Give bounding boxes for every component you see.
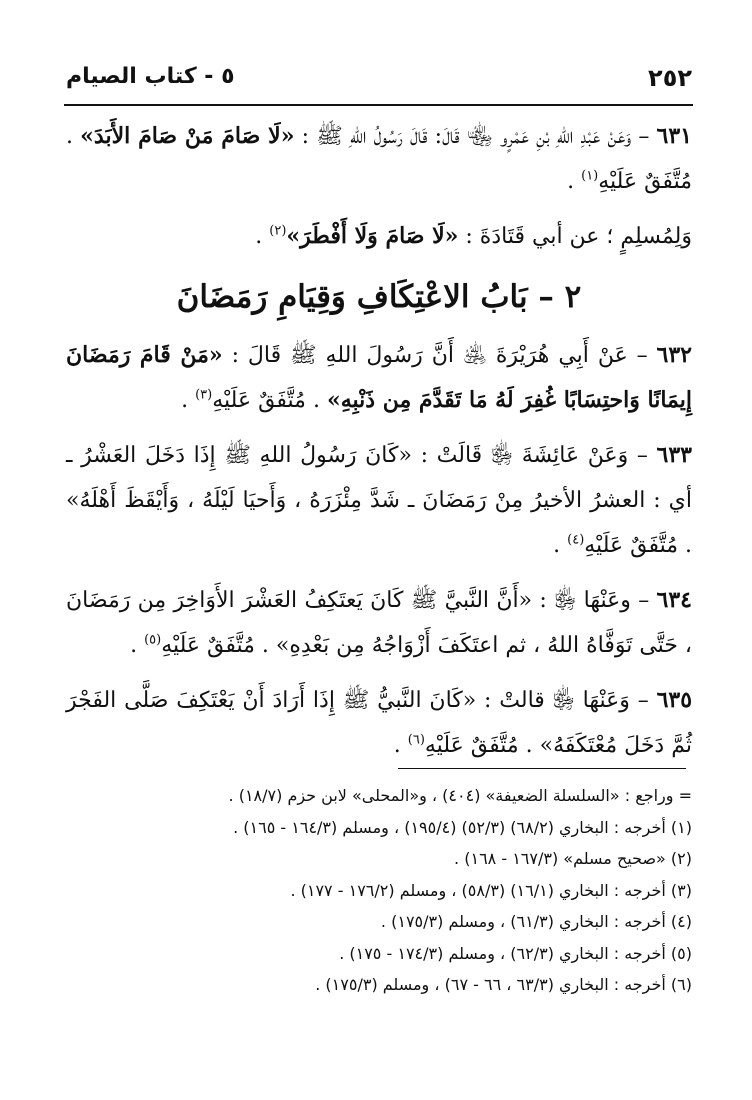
footnote-ref: (١) — [581, 168, 599, 184]
hadith-intro: – وَعَنْ عَبْدِ اللهِ بْنِ عَمْرٍو ﵄ قَالَ: قَالَ رَسُولُ اللهِ ﷺ : — [294, 124, 657, 149]
footnote-1: (١) أخرجه : البخاري (٦٨/٢) (٥٢/٣) (١٩٥/٤) ، ومسلم (١٦٤/٣ - ١٦٥) . — [233, 817, 692, 837]
hadith-number: ٦٣٥ — [656, 687, 693, 713]
hadith-tail: . — [567, 169, 582, 194]
hadith-intro: – وَعَنْهَا ﵂ قالتْ : — [476, 688, 657, 713]
body-text — [66, 114, 692, 778]
hadith-634 — [66, 578, 692, 668]
hadith-outro: . مُتَّفَقٌ عَلَيْهِ — [161, 633, 276, 658]
hadith-outro: . مُتَّفَقٌ عَلَيْهِ — [212, 388, 327, 413]
footnote-ref: (٣) — [195, 387, 213, 403]
hadith-tail: . — [130, 633, 145, 658]
hadith-tail: . — [393, 733, 408, 758]
header-rule — [64, 104, 693, 106]
hadith-quote: «مَنْ قَامَ رَمَضَانَ إِيمَانًا وَاحتِسَابًا غُفِرَ لَهُ مَا تَقَدَّمَ مِن ذَنْبِهِ» — [66, 342, 692, 413]
hadith-tail: . — [553, 533, 568, 558]
hadith-outro: . مُتَّفَقٌ عَلَيْهِ — [66, 124, 692, 194]
hadith-632 — [66, 333, 692, 423]
hadith-633 — [66, 433, 692, 568]
hadith-intro: – وعَنْهَا ﵂ : — [532, 588, 657, 613]
hadith-number: ٦٣٢ — [656, 342, 692, 368]
footnote-2: (٢) «صحيح مسلم» (١٦٧/٣ - ١٦٨) . — [454, 849, 692, 868]
footnote-ref: (٤) — [567, 532, 585, 548]
hadith-635 — [66, 678, 692, 768]
footnote-ref: (٢) — [269, 223, 287, 239]
hadith-intro: – وَعَنْ عَائِشَةَ ﵂ قَالَتْ : «كَانَ رَسُولُ اللهِ ﷺ إِذَا دَخَلَ العَشْرُ ـ أي : العشرُ الأخيرُ مِنْ رَمَضَانَ ـ شَدَّ مِئْزَرَهُ ، وَأَحيَا لَيْلَهُ ، وَأَيْقَظَ أَهْلَهُ» — [66, 443, 692, 513]
hadith-631-muslim — [66, 214, 692, 259]
hadith-number: ٦٣٣ — [656, 442, 692, 468]
footnotes — [66, 780, 692, 1001]
running-title: ٥ - كتاب الصيام — [66, 64, 235, 89]
hadith-outro: . مُتَّفَقٌ عَلَيْهِ — [584, 533, 692, 558]
hadith-tail: . — [255, 224, 270, 249]
hadith-quote: «كَانَ النَّبيُّ ﷺ إِذَا أَرَادَ أَنْ يَعْتَكِفَ صَلَّى الفَجْرَ ثُمَّ دَخَلَ مُعْتَكَفَهُ» — [66, 688, 692, 758]
page-header — [66, 64, 692, 94]
footnote-4: (٤) أخرجه : البخاري (٦١/٣) ، ومسلم (١٧٥/٣) . — [380, 912, 692, 931]
footnote-ref: (٦) — [407, 732, 425, 748]
footnote-ref: (٥) — [144, 632, 162, 648]
hadith-number: ٦٣١ — [656, 123, 692, 149]
hadith-631 — [66, 114, 692, 204]
hadith-quote: «لَا صَامَ مَنْ صَامَ الأَبَدَ» — [80, 123, 295, 149]
hadith-quote: «لَا صَامَ وَلَا أَفْطَرَ» — [286, 223, 459, 249]
footnote-rule — [398, 768, 686, 769]
chapter-heading: ٢ – بَابُ الاعْتِكَافِ وَقِيَامِ رَمَضَانَ — [176, 279, 582, 315]
hadith-intro: وَلِمُسلِمٍ ؛ عن أبي قَتَادَةَ : — [458, 224, 692, 249]
hadith-outro: . مُتَّفَقٌ عَلَيْهِ — [424, 733, 540, 758]
page-number: ٢٥٢ — [648, 64, 692, 92]
hadith-number: ٦٣٤ — [656, 587, 692, 613]
footnote-3: (٣) أخرجه : البخاري (١٦/١) (٥٨/٣) ، ومسلم (١٧٦/٢ - ١٧٧) . — [290, 880, 692, 900]
footnote-5: (٥) أخرجه : البخاري (٦٢/٣) ، ومسلم (١٧٤/٣ - ١٧٥) . — [339, 943, 692, 963]
footnote-6: (٦) أخرجه : البخاري (٦٣/٣ ، ٦٦ - ٦٧) ، ومسلم (١٧٥/٣) . — [315, 975, 692, 994]
hadith-quote: «أَنَّ النَّبيَّ ﷺ كَانَ يَعتَكِفُ العَشْرَ الأَوَاخِرَ مِن رَمَضَانَ ، حَتَّى تَوَفَّاهُ اللهُ ، ثم اعتَكَفَ أَزْوَاجُهُ مِن بَعْدِهِ» — [66, 588, 692, 658]
hadith-tail: . — [181, 388, 196, 413]
hadith-intro: – عَنْ أَبِي هُرَيْرَةَ ﵁ أَنَّ رَسُولَ اللهِ ﷺ قَالَ : — [222, 343, 657, 368]
footnote-continuation: = وراجع : «السلسلة الضعيفة» (٤٠٤) ، و«المحلى» لابن حزم (١٨/٧) . — [228, 786, 692, 805]
